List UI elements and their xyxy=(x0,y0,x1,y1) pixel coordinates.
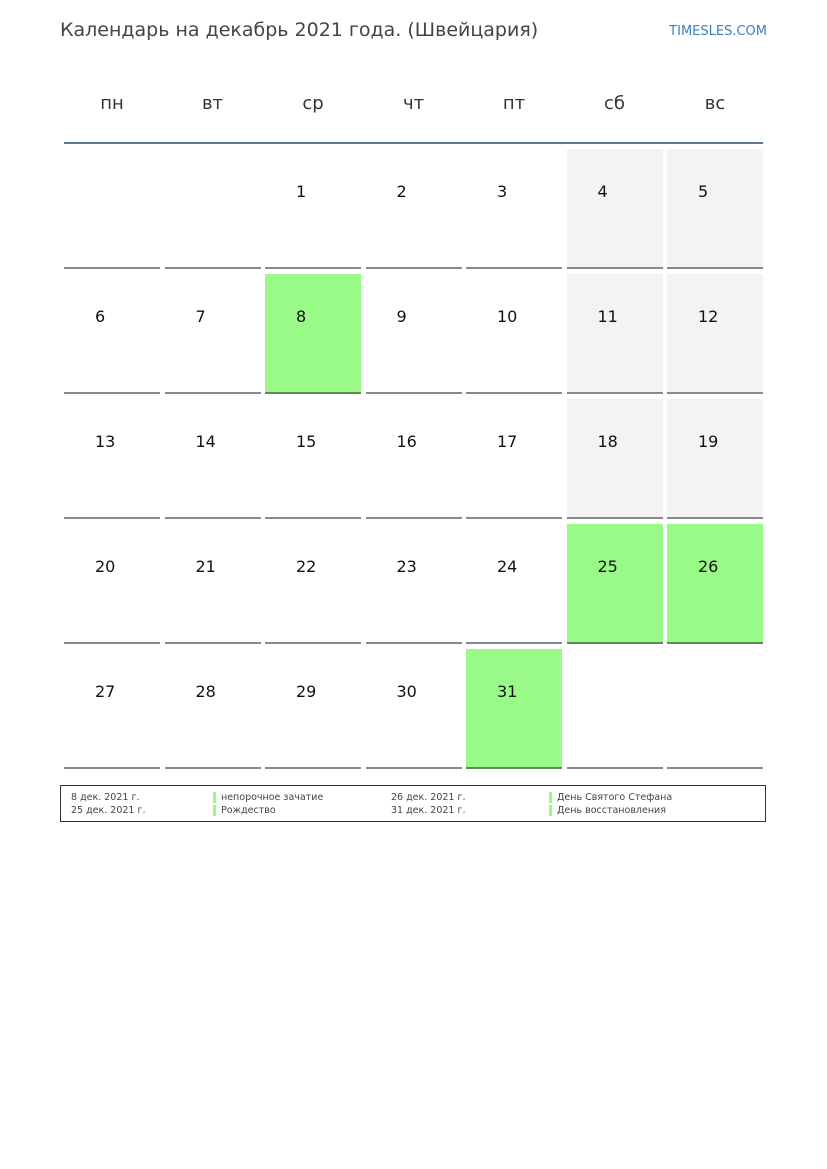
day-number: 16 xyxy=(396,432,417,451)
day-cell-14 xyxy=(165,399,261,519)
day-cell-5 xyxy=(667,149,763,269)
holiday-color-marker xyxy=(549,805,552,816)
legend-date: 31 дек. 2021 г. xyxy=(391,805,466,816)
day-number: 4 xyxy=(597,182,608,201)
day-cell-11 xyxy=(567,274,663,394)
weekday-header xyxy=(64,76,763,144)
day-number: 3 xyxy=(497,182,508,201)
day-cell-23 xyxy=(366,524,462,644)
calendar xyxy=(64,76,763,769)
day-cell-2 xyxy=(366,149,462,269)
day-number: 19 xyxy=(698,432,719,451)
holiday-legend xyxy=(60,785,766,822)
day-cell-4 xyxy=(567,149,663,269)
day-number: 23 xyxy=(396,557,417,576)
day-number: 28 xyxy=(195,682,216,701)
holiday-color-marker xyxy=(213,792,216,803)
weekday-fri: пт xyxy=(502,93,526,114)
legend-holiday-name: Рождество xyxy=(221,805,276,816)
day-number: 15 xyxy=(296,432,317,451)
day-number: 31 xyxy=(497,682,518,701)
day-number: 26 xyxy=(698,557,719,576)
day-number: 17 xyxy=(497,432,518,451)
day-number: 25 xyxy=(597,557,618,576)
day-cell-28 xyxy=(165,649,261,769)
day-number: 9 xyxy=(396,307,407,326)
weekday-sun: вс xyxy=(704,93,726,114)
day-cell-1 xyxy=(265,149,361,269)
day-cell-30 xyxy=(366,649,462,769)
legend-date: 25 дек. 2021 г. xyxy=(71,805,146,816)
day-number: 7 xyxy=(195,307,206,326)
day-cell-12 xyxy=(667,274,763,394)
day-number: 8 xyxy=(296,307,307,326)
day-cell-8 xyxy=(265,274,361,394)
day-number: 10 xyxy=(497,307,518,326)
empty-day-cell xyxy=(165,149,261,269)
day-number: 13 xyxy=(95,432,116,451)
weekday-wed: ср xyxy=(302,93,324,114)
empty-day-cell xyxy=(64,149,160,269)
legend-holiday-name: непорочное зачатие xyxy=(221,792,324,803)
day-cell-26 xyxy=(667,524,763,644)
empty-day-cell xyxy=(667,649,763,769)
weekday-mon: пн xyxy=(100,93,124,114)
day-number: 27 xyxy=(95,682,116,701)
day-number: 21 xyxy=(195,557,216,576)
day-grid xyxy=(64,149,763,769)
day-number: 5 xyxy=(698,182,709,201)
day-cell-31 xyxy=(466,649,562,769)
day-number: 14 xyxy=(195,432,216,451)
day-cell-27 xyxy=(64,649,160,769)
day-cell-18 xyxy=(567,399,663,519)
holiday-color-marker xyxy=(213,805,216,816)
day-cell-13 xyxy=(64,399,160,519)
day-number: 2 xyxy=(396,182,407,201)
legend-holiday-name: День Святого Стефана xyxy=(557,792,673,803)
day-number: 22 xyxy=(296,557,317,576)
day-cell-3 xyxy=(466,149,562,269)
day-cell-6 xyxy=(64,274,160,394)
empty-day-cell xyxy=(567,649,663,769)
day-cell-21 xyxy=(165,524,261,644)
weekday-thu: чт xyxy=(402,93,425,114)
weekday-sat: сб xyxy=(604,93,625,114)
day-number: 29 xyxy=(296,682,317,701)
legend-date: 26 дек. 2021 г. xyxy=(391,792,466,803)
day-cell-20 xyxy=(64,524,160,644)
day-number: 6 xyxy=(95,307,106,326)
day-number: 20 xyxy=(95,557,116,576)
brand-link[interactable]: TIMESLES.COM xyxy=(669,24,767,39)
day-cell-22 xyxy=(265,524,361,644)
day-number: 1 xyxy=(296,182,307,201)
day-cell-19 xyxy=(667,399,763,519)
legend-holiday-name: День восстановления xyxy=(557,805,666,816)
day-cell-15 xyxy=(265,399,361,519)
day-cell-7 xyxy=(165,274,261,394)
day-number: 12 xyxy=(698,307,719,326)
day-cell-16 xyxy=(366,399,462,519)
day-number: 11 xyxy=(597,307,618,326)
day-cell-17 xyxy=(466,399,562,519)
day-cell-10 xyxy=(466,274,562,394)
legend-date: 8 дек. 2021 г. xyxy=(71,792,140,803)
day-number: 24 xyxy=(497,557,518,576)
day-number: 18 xyxy=(597,432,618,451)
day-cell-9 xyxy=(366,274,462,394)
day-cell-25 xyxy=(567,524,663,644)
weekday-tue: вт xyxy=(201,93,224,114)
holiday-color-marker xyxy=(549,792,552,803)
day-number: 30 xyxy=(396,682,417,701)
day-cell-24 xyxy=(466,524,562,644)
day-cell-29 xyxy=(265,649,361,769)
page-title: Календарь на декабрь 2021 года. (Швейцария) xyxy=(60,19,539,41)
